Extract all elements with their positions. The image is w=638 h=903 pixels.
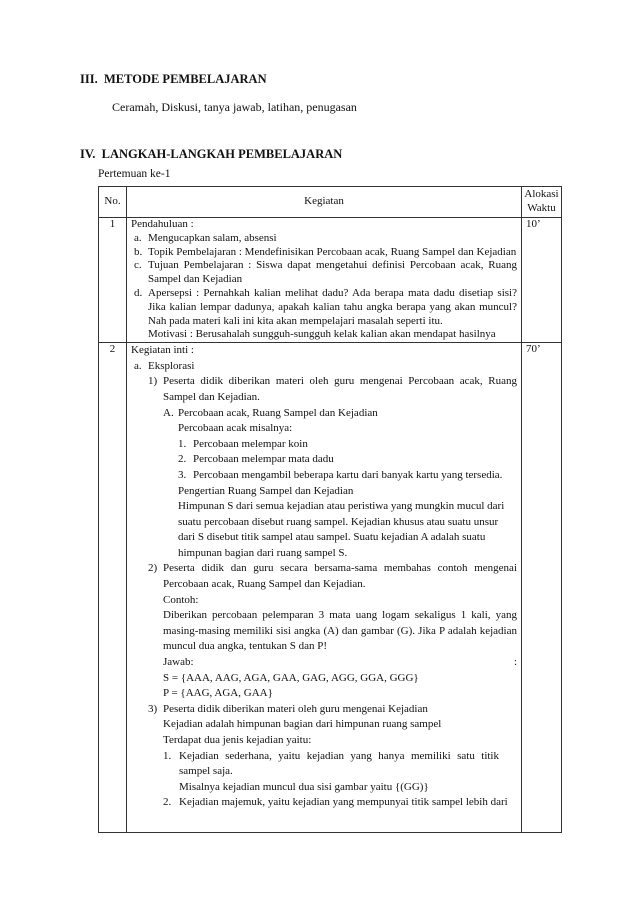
list-marker: 2) [148, 562, 158, 575]
list-item [134, 259, 517, 287]
jawab-line [163, 655, 517, 671]
section-3-text: Ceramah, Diskusi, tanya jawab, latihan, penugasan [112, 100, 357, 114]
list-item [163, 749, 517, 780]
list-item [134, 232, 517, 246]
list-text: Peserta didik diberikan materi oleh guru mengenai Percobaan acak, Ruang Sampel dan Kejadian. [163, 375, 517, 403]
kejadian-definition: Kejadian adalah himpunan bagian dari himpunan ruang sampel [163, 718, 442, 731]
list-text: Peserta didik diberikan materi oleh guru mengenai Kejadian [163, 702, 428, 715]
row2-number: 2 [99, 343, 127, 833]
list-marker: 1) [148, 375, 158, 388]
section-3-title: METODE PEMBELAJARAN [103, 72, 267, 86]
motivation-text: Motivasi : Berusahalah sungguh-sungguh kelak kalian akan mendapat hasilnya [148, 328, 496, 341]
list-marker: 2. [163, 796, 172, 809]
list-text: Percobaan mengambil beberapa kartu dari banyak kartu yang tersedia. [193, 468, 503, 481]
meeting-label: Pertemuan ke-1 [98, 168, 171, 180]
kejadian-types: Terdapat dua jenis kejadian yaitu: [163, 734, 312, 747]
list-text: Topik Pembelajaran : Mendefinisikan Percobaan acak, Ruang Sampel dan Kejadian [148, 245, 517, 258]
table-row [99, 343, 562, 833]
row1-time: 10’ [522, 218, 562, 343]
row1-number: 1 [99, 218, 127, 343]
list-text: Percobaan melempar mata dadu [193, 453, 334, 466]
list-text: Kejadian majemuk, yaitu kejadian yang mempunyai titik sampel lebih dari [179, 796, 508, 809]
list-text: Kejadian sederhana, yaitu kejadian yang hanya memiliki satu titik sampel saja. [179, 749, 499, 778]
list-marker: c. [134, 259, 142, 272]
kejadian-example: Misalnya kejadian muncul dua sisi gambar yaitu {(GG)} [179, 780, 429, 793]
row2-activity [127, 343, 522, 833]
ruang-sampel-title: Pengertian Ruang Sampel dan Kejadian [178, 484, 354, 497]
list-marker: 1. [163, 749, 172, 762]
list-item [178, 452, 517, 468]
table-header-row [99, 187, 562, 218]
list-marker: 3. [178, 468, 187, 481]
list-item [178, 468, 517, 484]
list-marker: d. [134, 286, 143, 299]
list-text: Percobaan melempar koin [193, 437, 308, 450]
list-marker: b. [134, 245, 143, 258]
jawab-label: Jawab: [163, 656, 194, 669]
list-text: Tujuan Pembelajaran : Siswa dapat mengetahui definisi Percobaan acak, Ruang Sampel dan Kejadian [148, 259, 517, 286]
contoh-text: Diberikan percobaan pelemparan 3 mata uang logam sekaligus 1 kali, yang masing-masing memiliki sisi angka (A) dan gambar (G). Jika P adalah kejadian muncul dua angka, tentukan S dan P! [163, 609, 517, 653]
jawab-colon: : [513, 656, 517, 669]
list-item [131, 359, 517, 375]
list-marker: 2. [178, 453, 187, 466]
list-marker: 1. [178, 437, 187, 450]
list-item [134, 246, 517, 260]
section-3-number: III. [80, 72, 98, 86]
section-4-heading [80, 147, 342, 163]
list-item [163, 795, 517, 811]
list-marker: A. [163, 406, 174, 419]
list-text: Mengucapkan salam, absensi [148, 231, 277, 244]
event-line: P = {AAG, AGA, GAA} [163, 687, 273, 700]
row2-time: 70’ [522, 343, 562, 833]
list-item [178, 437, 517, 453]
activities-table [98, 186, 562, 833]
list-item [134, 287, 517, 328]
row2-title: Kegiatan inti : [131, 344, 194, 357]
eksplorasi-label: Eksplorasi [148, 359, 195, 372]
list-item [163, 406, 517, 422]
section-3-heading [80, 72, 267, 88]
row1-title: Pendahuluan : [131, 218, 194, 230]
ruang-sampel-text: Himpunan S dari semua kejadian atau peristiwa yang mungkin mucul dari suatu percobaan disebut ruang sampel. Kejadian khusus atau suatu unsur dari S disebut titik sampel atau sampel. Suatu kejadian A adalah suatu himpunan bagian dari ruang sampel S. [178, 500, 505, 559]
list-marker: a. [134, 359, 142, 372]
section-4-number: IV. [80, 147, 96, 161]
sample-space-line: S = {AAA, AAG, AGA, GAA, GAG, AGG, GGA, GGG} [163, 671, 419, 684]
list-item [148, 561, 517, 592]
header-no: No. [99, 187, 127, 218]
header-kegiatan: Kegiatan [127, 187, 522, 218]
table-row [99, 218, 562, 343]
list-item [148, 702, 517, 718]
list-subtitle: Percobaan acak misalnya: [178, 422, 293, 435]
list-text: Peserta didik dan guru secara bersama-sama membahas contoh mengenai Percobaan acak, Ruang Sampel dan Kejadian. [163, 562, 517, 591]
list-item [148, 374, 517, 405]
row1-activity [127, 218, 522, 343]
list-text: Percobaan acak, Ruang Sampel dan Kejadian [178, 406, 378, 419]
section-4-title: LANGKAH-LANGKAH PEMBELAJARAN [101, 147, 343, 161]
list-text: Apersepsi : Pernahkah kalian melihat dadu? Ada berapa mata dadu disetiap sisi? Jika kalian lempar dadunya, apakah kalian tahu angka berapa yang akan muncul? Nah pada materi kali ini kita akan mempelajari masalah seperti itu. [148, 286, 517, 327]
list-marker: 3) [148, 702, 158, 715]
header-alokasi: Alokasi Waktu [522, 187, 562, 218]
contoh-label: Contoh: [163, 593, 199, 606]
list-marker: a. [134, 231, 142, 244]
